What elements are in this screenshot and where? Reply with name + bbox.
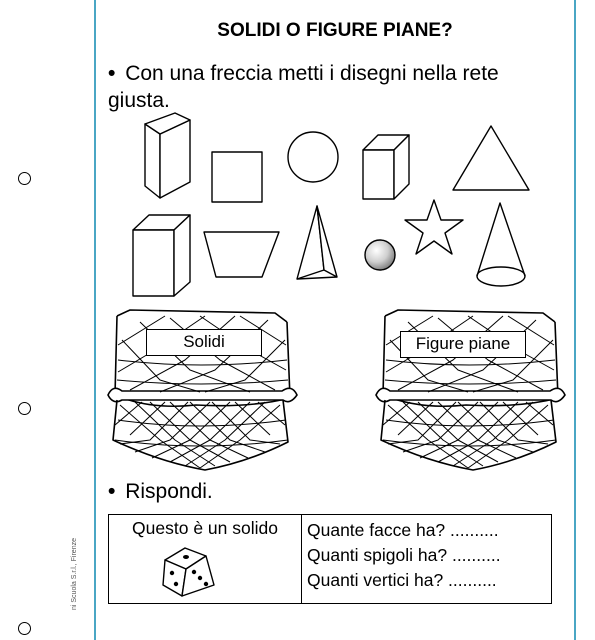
answer-heading-text: Rispondi.	[125, 480, 213, 503]
instruction-text: Con una freccia metti i disegni nella rete giusta.	[108, 62, 499, 112]
cube-solid	[363, 135, 409, 199]
copyright-note: ni Scuola S.r.l., Firenze	[71, 538, 78, 610]
answer-heading	[108, 480, 213, 504]
solid-caption: Questo è un solido	[132, 518, 278, 538]
circle-figure	[288, 132, 338, 182]
square-figure	[212, 152, 262, 202]
question-edges[interactable]: Quanti spigoli ha? ..........	[307, 545, 501, 565]
rectangular-prism-solid	[133, 215, 190, 296]
star-figure	[405, 200, 463, 254]
pyramid-solid	[297, 206, 337, 279]
sphere-solid	[365, 240, 395, 270]
page-title: SOLIDI O FIGURE PIANE?	[217, 20, 453, 41]
bullet: •	[108, 480, 116, 503]
net-label-figure-piane: Figure piane	[400, 331, 526, 358]
triangular-prism-solid	[145, 113, 190, 198]
question-faces[interactable]: Quante facce ha? ..........	[307, 520, 499, 540]
question-vertices[interactable]: Quanti vertici ha? ..........	[307, 570, 497, 590]
table-divider	[301, 515, 302, 603]
trapezoid-figure	[204, 232, 279, 277]
cone-solid	[477, 203, 525, 286]
answer-table	[108, 514, 552, 604]
question-list	[307, 518, 501, 593]
triangle-figure	[453, 126, 529, 190]
net-label-solidi: Solidi	[146, 329, 262, 356]
bullet: •	[108, 62, 116, 85]
